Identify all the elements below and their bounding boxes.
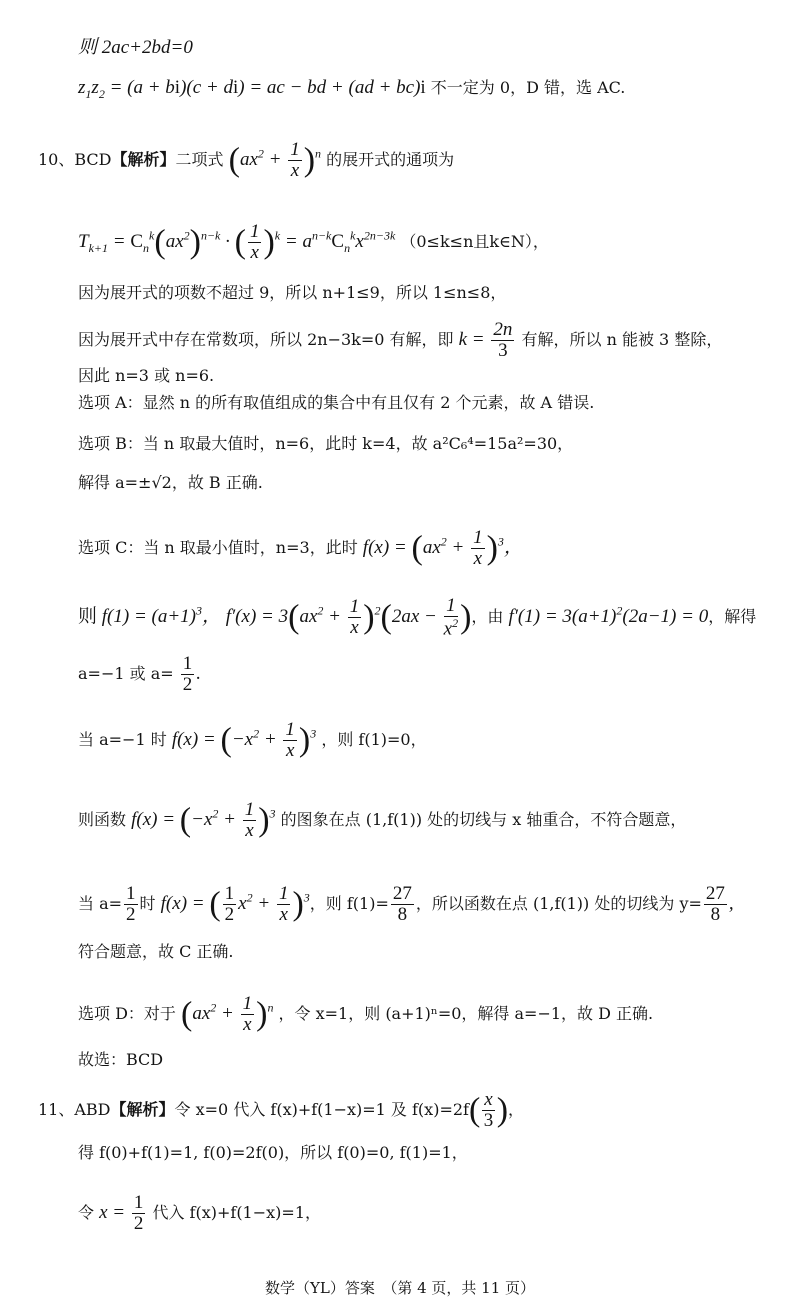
question-header bbox=[38, 1090, 524, 1131]
text: 得 f(0)+f(1)=1, f(0)=2f(0)，所以 f(0)=0, f(1)=1， bbox=[78, 1143, 468, 1162]
solution-line bbox=[78, 596, 756, 639]
solution-line bbox=[78, 720, 427, 761]
text: ， bbox=[508, 1099, 525, 1119]
equation: f(x) = ( $\frac{1}{2}$ $x^2$ + $\frac{1}{x}$ )$^3$ bbox=[160, 883, 310, 925]
solution-line bbox=[78, 884, 734, 925]
text: ，则 f(1)= bbox=[309, 893, 389, 913]
equation: ( $\frac{x}{3}$ ) bbox=[468, 1089, 509, 1131]
equation: $f(x) = (-x^2$ + $\frac{1}{x}$ )$^3$ bbox=[171, 719, 317, 761]
equation: $\frac{27}{8}$ bbox=[392, 883, 412, 925]
text: 因此 n=3 或 n=6. bbox=[78, 366, 215, 385]
equation: $\frac{1}{2}$ . bbox=[182, 653, 201, 695]
page-footer: 数学（YL）答案 （第 4 页，共 11 页） bbox=[264, 1279, 536, 1297]
text: 因为展开式中存在常数项，所以 2n−3k=0 有解，即 bbox=[78, 329, 454, 349]
solution-line bbox=[78, 38, 193, 57]
equation: k = $\frac{2n}{3}$ bbox=[458, 319, 513, 361]
solution-line bbox=[78, 528, 523, 569]
text: ，所以函数在点 (1,f(1)) 处的切线为 y= bbox=[415, 893, 702, 913]
equation: ($ax^2$ + $\frac{1}{x}$ )$^n$ bbox=[228, 139, 322, 181]
question-number: 11、ABD bbox=[38, 1099, 111, 1119]
equation: x = $\frac{1}{2}$ bbox=[99, 1192, 144, 1234]
text: ，解得 bbox=[708, 606, 757, 626]
solution-line bbox=[78, 1193, 321, 1234]
text: （0≤k≤n且k∈N）， bbox=[400, 231, 549, 251]
question-header bbox=[38, 140, 454, 181]
equation: $\frac{1}{2}$ bbox=[126, 883, 136, 925]
equation: ($ax^2$ + $\frac{1}{x}$ )$^n$ bbox=[181, 993, 274, 1035]
text: 的展开式的通项为 bbox=[326, 149, 455, 169]
equation: $\frac{27}{8}$ , bbox=[705, 883, 734, 925]
text: ，由 bbox=[471, 606, 504, 626]
text: 解得 a=±√2，故 B 正确. bbox=[78, 473, 263, 492]
solution-line bbox=[78, 475, 263, 491]
text: 当 a= bbox=[78, 893, 123, 913]
analysis-tag: 【解析】 bbox=[110, 1099, 175, 1119]
text: 令 bbox=[78, 1202, 95, 1222]
text: 符合题意，故 C 正确. bbox=[78, 942, 234, 961]
equation: $f(x) = (ax^2$ + $\frac{1}{x}$ )$^3$， bbox=[362, 527, 523, 569]
text: 选项 A：显然 n 的所有取值组成的集合中有且仅有 2 个元素，故 A 错误. bbox=[78, 393, 595, 412]
solution-line bbox=[78, 944, 234, 960]
text: 二项式 bbox=[175, 149, 224, 169]
text: 代入 f(x)+f(1−x)=1， bbox=[152, 1202, 321, 1222]
text: 当 a=−1 时 bbox=[78, 729, 167, 749]
text: 不一定为 0，D 错，选 AC. bbox=[430, 78, 626, 97]
text: 时 bbox=[139, 893, 156, 913]
text: ，则 f(1)=0， bbox=[321, 729, 427, 749]
text: 故选：BCD bbox=[78, 1050, 164, 1069]
text: 的图象在点 (1,f(1)) 处的切线与 x 轴重合，不符合题意， bbox=[280, 809, 687, 829]
solution-line bbox=[78, 368, 214, 384]
solution-line bbox=[78, 320, 722, 361]
solution-line bbox=[78, 800, 686, 841]
question-number: 10、BCD bbox=[38, 149, 112, 169]
equation: $f'(1) = 3(a+1)^2(2a-1) = 0$ bbox=[508, 603, 709, 627]
solution-line bbox=[78, 1145, 468, 1161]
analysis-tag: 【解析】 bbox=[111, 149, 176, 169]
equation: $z_1z_2 = (a + bi)(c + di)$ = ac − bd + (ad + bc)i bbox=[78, 77, 426, 101]
equation: 则 2ac+2bd=0 bbox=[78, 37, 193, 58]
solution-line bbox=[78, 395, 594, 411]
text: a=−1 或 a= bbox=[78, 663, 174, 683]
text: 令 x=0 代入 f(x)+f(1−x)=1 及 f(x)=2f bbox=[174, 1099, 469, 1119]
equation: 则 $f(1) = (a+1)^3$， $f'(x) = 3(ax^2$ + $\frac{1}{x}$ )$^2$(2ax − $\frac{1}{x^2}$ ) bbox=[78, 595, 472, 640]
solution-line bbox=[78, 654, 201, 695]
text: 选项 D：对于 bbox=[78, 1003, 176, 1023]
text: 则函数 bbox=[78, 809, 127, 829]
equation: $f(x) = (-x^2$ + $\frac{1}{x}$ )$^3$ bbox=[131, 799, 276, 841]
text: 选项 B：当 n 取最大值时，n=6，此时 k=4，故 a²C₆⁴=15a²=30， bbox=[78, 434, 574, 453]
solution-line bbox=[78, 222, 549, 263]
solution-line bbox=[78, 1052, 163, 1068]
solution-line bbox=[78, 285, 506, 301]
solution-line bbox=[78, 994, 653, 1035]
text: 有解，所以 n 能被 3 整除， bbox=[521, 329, 723, 349]
solution-line bbox=[78, 78, 625, 100]
text: 选项 C：当 n 取最小值时，n=3，此时 bbox=[78, 537, 358, 557]
solution-line bbox=[78, 436, 573, 452]
text: 因为展开式的项数不超过 9，所以 n+1≤9，所以 1≤n≤8， bbox=[78, 283, 507, 302]
equation: $T_{k+1} = C_n^k(ax^2)^{n-k}$ · ( $\frac{1}{x}$ )$^k = a^{n-k}C_n^kx^{2n-3k}$ bbox=[78, 221, 396, 263]
text: ，令 x=1，则 (a+1)ⁿ=0，解得 a=−1，故 D 正确. bbox=[278, 1003, 654, 1023]
